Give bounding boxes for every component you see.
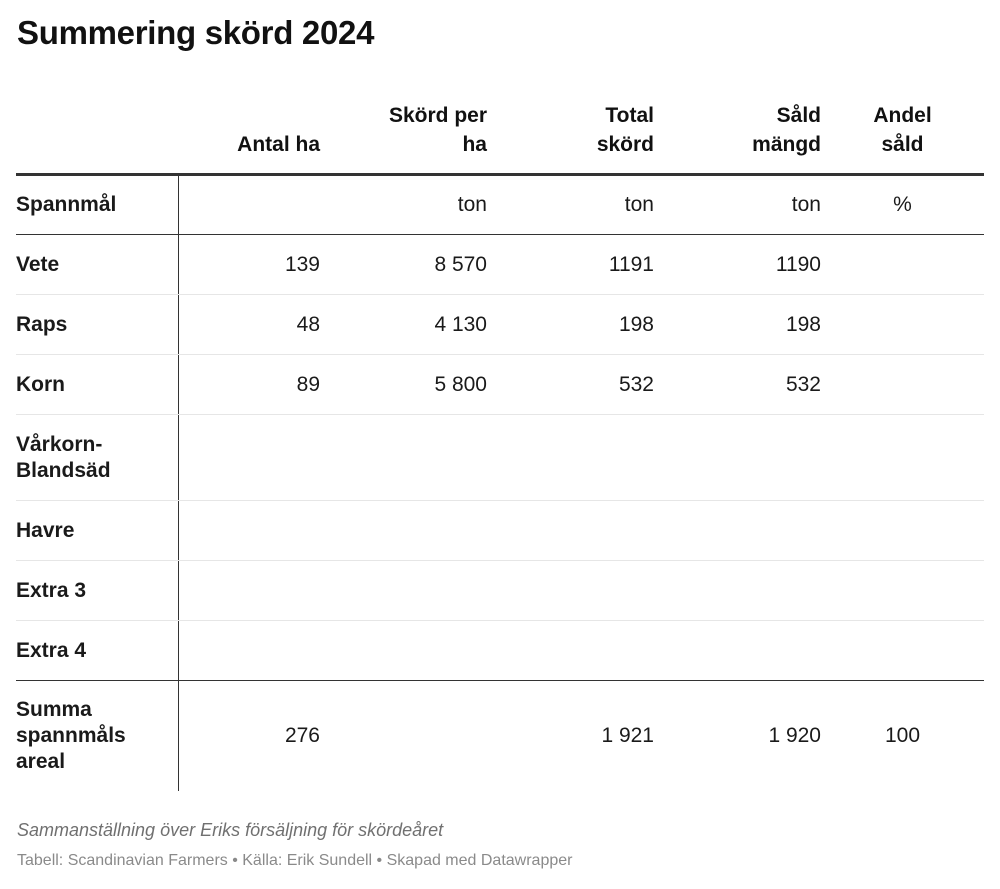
row-label: Raps — [16, 295, 178, 355]
table-row — [16, 415, 984, 501]
row-label: Extra 4 — [16, 621, 178, 681]
units-row — [16, 175, 984, 235]
cell-sald-mangd — [654, 415, 821, 501]
cell-skord-per-ha — [320, 501, 487, 561]
harvest-summary-table — [16, 92, 984, 791]
cell-total-skord — [487, 501, 654, 561]
header-skord-per-ha-text: Skörd per ha — [388, 104, 487, 156]
cell-total-skord — [487, 621, 654, 681]
cell-sald-mangd — [654, 501, 821, 561]
cell-skord-per-ha — [320, 415, 487, 501]
row-label: Extra 3 — [16, 561, 178, 621]
header-label[interactable] — [16, 92, 178, 175]
units-total-skord: ton — [487, 175, 654, 235]
cell-total-skord: 532 — [487, 355, 654, 415]
cell-antal-ha: 48 — [178, 295, 320, 355]
cell-skord-per-ha — [320, 561, 487, 621]
cell-total-skord: 198 — [487, 295, 654, 355]
cell-antal-ha — [178, 501, 320, 561]
cell-sald-mangd — [654, 621, 821, 681]
cell-skord-per-ha: 5 800 — [320, 355, 487, 415]
cell-skord-per-ha: 8 570 — [320, 235, 487, 295]
header-sald-mangd[interactable] — [654, 92, 821, 175]
cell-antal-ha: 139 — [178, 235, 320, 295]
total-total-skord: 1 921 — [601, 724, 654, 747]
cell-total-skord: 1191 — [487, 235, 654, 295]
cell-antal-ha — [178, 415, 320, 501]
page-title: Summering skörd 2024 — [17, 14, 375, 51]
header-sald-mangd-text: Såld mängd — [752, 104, 821, 156]
total-skord-per-ha — [320, 681, 487, 792]
cell-andel-sald — [821, 235, 984, 295]
row-label: Vete — [16, 235, 178, 295]
row-label: Korn — [16, 355, 178, 415]
row-label — [16, 415, 178, 501]
total-label — [16, 681, 178, 792]
units-andel-sald: % — [821, 175, 984, 235]
table-notes: Sammanställning över Eriks försäljning för skördeåret — [17, 820, 444, 840]
total-antal-ha: 276 — [284, 724, 320, 747]
cell-total-skord — [487, 561, 654, 621]
row-label-text: Vårkorn-Blandsäd — [16, 432, 111, 482]
cell-andel-sald — [821, 561, 984, 621]
units-skord-per-ha: ton — [320, 175, 487, 235]
cell-sald-mangd: 532 — [654, 355, 821, 415]
row-label: Havre — [16, 501, 178, 561]
cell-andel-sald — [821, 501, 984, 561]
cell-sald-mangd: 198 — [654, 295, 821, 355]
cell-andel-sald — [821, 295, 984, 355]
total-sald-mangd: 1 920 — [768, 724, 821, 747]
table-header-row — [16, 92, 984, 175]
header-total-skord-text: Total skörd — [596, 104, 654, 156]
cell-sald-mangd: 1190 — [654, 235, 821, 295]
cell-total-skord — [487, 415, 654, 501]
header-andel-sald-text: Andel såld — [873, 104, 932, 156]
table-row — [16, 355, 984, 415]
header-total-skord[interactable] — [487, 92, 654, 175]
total-row — [16, 681, 984, 792]
cell-sald-mangd — [654, 561, 821, 621]
cell-andel-sald — [821, 621, 984, 681]
cell-skord-per-ha — [320, 621, 487, 681]
table-row — [16, 561, 984, 621]
table-footer: Tabell: Scandinavian Farmers • Källa: Erik Sundell • Skapad med Datawrapper — [17, 852, 573, 869]
cell-antal-ha — [178, 621, 320, 681]
cell-andel-sald — [821, 355, 984, 415]
table-row — [16, 235, 984, 295]
table-row — [16, 501, 984, 561]
units-label: Spannmål — [16, 175, 178, 235]
table-row — [16, 621, 984, 681]
header-antal-ha[interactable]: Antal ha — [178, 92, 320, 175]
total-label-text: Summa spannmåls areal — [16, 698, 126, 773]
cell-skord-per-ha: 4 130 — [320, 295, 487, 355]
header-skord-per-ha[interactable] — [320, 92, 487, 175]
cell-antal-ha: 89 — [178, 355, 320, 415]
header-andel-sald[interactable] — [821, 92, 984, 175]
total-andel-sald: 100 — [884, 724, 921, 747]
units-sald-mangd: ton — [654, 175, 821, 235]
units-antal-ha — [178, 175, 320, 235]
table-row — [16, 295, 984, 355]
cell-antal-ha — [178, 561, 320, 621]
cell-andel-sald — [821, 415, 984, 501]
